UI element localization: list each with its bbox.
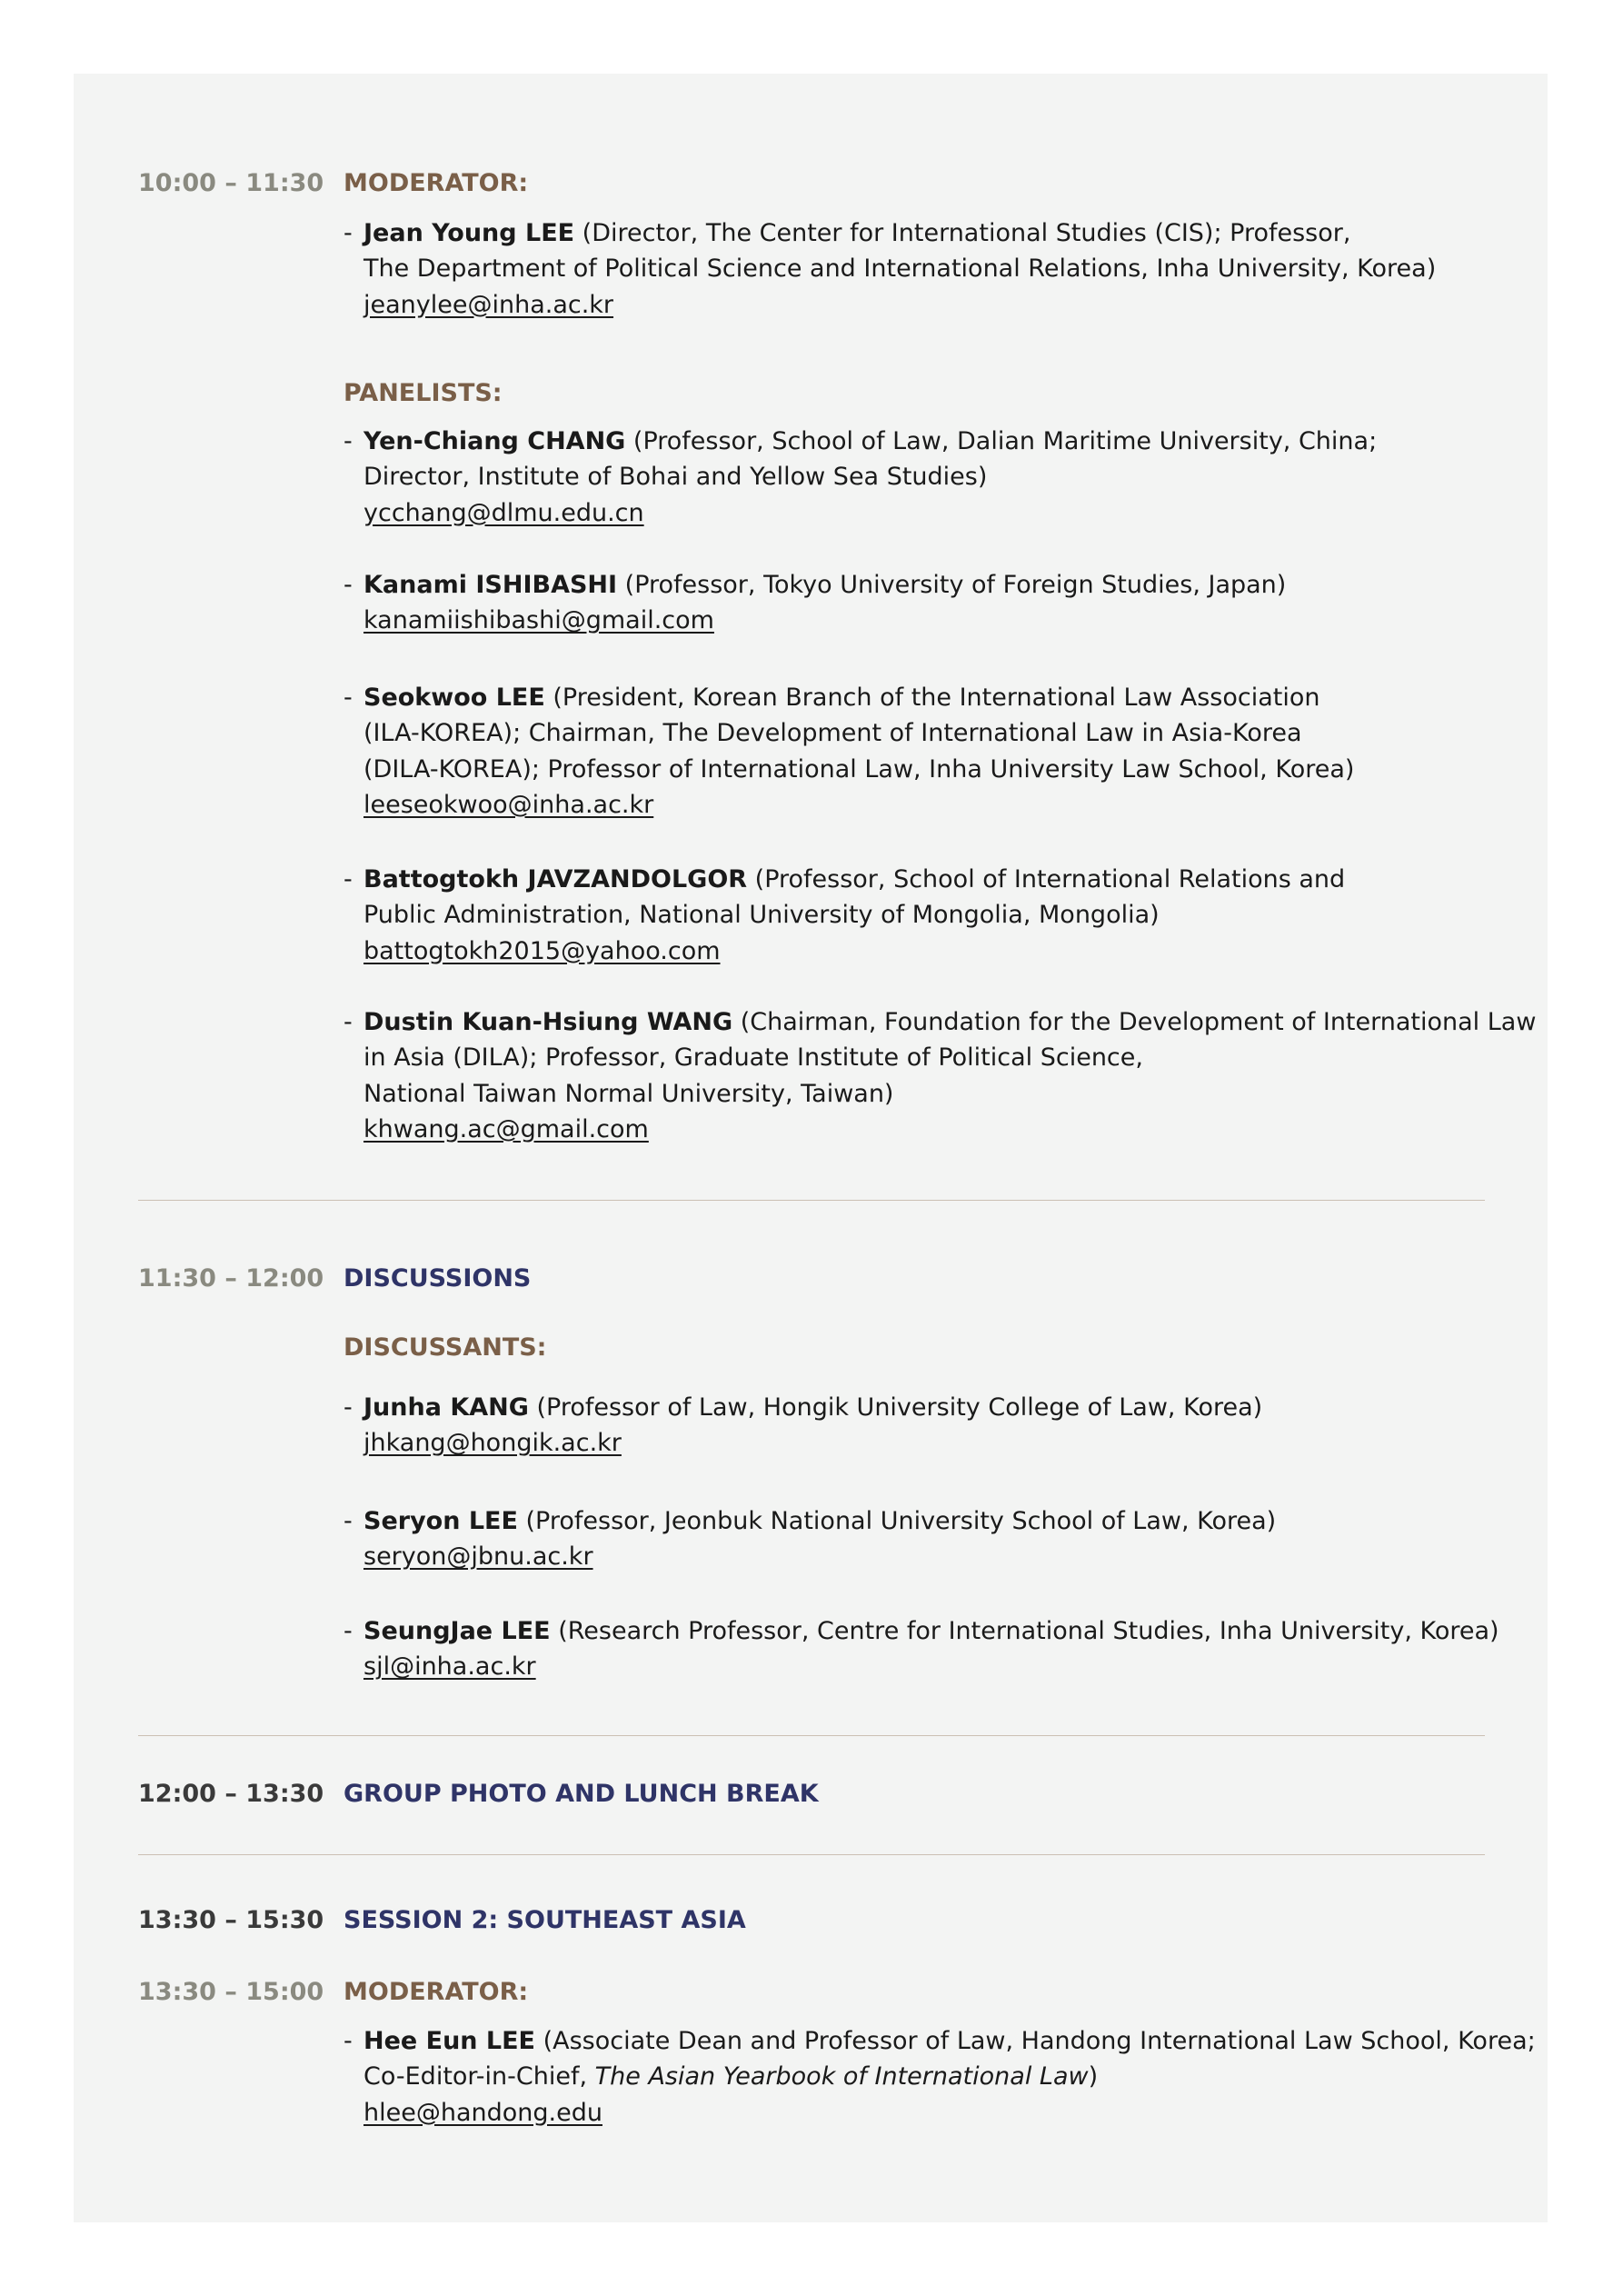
discussant-name: SeungJae LEE: [363, 1617, 551, 1645]
moderator-heading-2: MODERATOR:: [344, 1978, 529, 2006]
publication-title: The Asian Yearbook of International Law: [594, 2062, 1089, 2091]
email-link[interactable]: ycchang@dlmu.edu.cn: [363, 498, 644, 527]
moderator-entry-2: - Hee Eun LEE (Associate Dean and Professor of Law, Handong International Law School, Korea; Co-Editor-in-Chief, The Asian Yearbook of International Law) hlee@handong.edu: [344, 2027, 1536, 2127]
panelist-name: Yen-Chiang CHANG: [363, 427, 626, 455]
time-slot-1: 10:00 – 11:30: [138, 169, 324, 197]
moderator-name: Jean Young LEE: [363, 219, 575, 247]
panelist-entry: - Kanami ISHIBASHI (Professor, Tokyo University of Foreign Studies, Japan) kanamiishibashi@gmail.com: [344, 571, 1287, 635]
divider: [138, 1735, 1485, 1736]
time-slot-2: 11:30 – 12:00: [138, 1264, 324, 1293]
email-link[interactable]: battogtokh2015@yahoo.com: [363, 936, 721, 965]
divider: [138, 1854, 1485, 1855]
moderator-entry-1: - Jean Young LEE (Director, The Center for International Studies (CIS); Professor, The Department of Political Science and International Relations, Inha University, Korea) jeanylee@inha.ac.kr: [344, 219, 1437, 319]
email-link[interactable]: jhkang@hongik.ac.kr: [363, 1429, 622, 1458]
email-link[interactable]: hlee@handong.edu: [363, 2098, 602, 2127]
time-slot-4: 13:30 – 15:30: [138, 1906, 324, 1934]
agenda-panel: [74, 74, 1548, 2222]
discussant-entry: - Junha KANG (Professor of Law, Hongik University College of Law, Korea) jhkang@hongik.ac.kr: [344, 1393, 1263, 1458]
panelist-name: Kanami ISHIBASHI: [363, 571, 618, 599]
panelist-name: Seokwoo LEE: [363, 684, 545, 712]
moderator-name: Hee Eun LEE: [363, 2027, 535, 2055]
discussant-name: Junha KANG: [363, 1393, 529, 1422]
panelist-entry: - Yen-Chiang CHANG (Professor, School of Law, Dalian Maritime University, China; Director, Institute of Bohai and Yellow Sea Studies) ycchang@dlmu.edu.cn: [344, 427, 1378, 527]
panelist-name: Dustin Kuan-Hsiung WANG: [363, 1008, 733, 1036]
panelist-entry: - Battogtokh JAVZANDOLGOR (Professor, School of International Relations and Public Administration, National University of Mongolia, Mongolia) battogtokh2015@yahoo.com: [344, 865, 1346, 965]
moderator-heading-1: MODERATOR:: [344, 169, 529, 197]
panelists-heading: PANELISTS:: [344, 379, 503, 407]
email-link[interactable]: sjl@inha.ac.kr: [363, 1652, 536, 1682]
email-link[interactable]: leeseokwoo@inha.ac.kr: [363, 790, 654, 819]
time-slot-3: 12:00 – 13:30: [138, 1780, 324, 1808]
email-link[interactable]: khwang.ac@gmail.com: [363, 1114, 649, 1143]
divider: [138, 1200, 1485, 1201]
session-title-2: SESSION 2: SOUTHEAST ASIA: [344, 1906, 746, 1934]
panelist-entry: - Dustin Kuan-Hsiung WANG (Chairman, Foundation for the Development of International Law in Asia (DILA); Professor, Graduate Institute of Political Science, National Taiwan Normal University, Taiwan) khwang.ac@gmail.com: [344, 1008, 1537, 1143]
email-link[interactable]: seryon@jbnu.ac.kr: [363, 1542, 593, 1572]
email-link[interactable]: kanamiishibashi@gmail.com: [363, 606, 714, 635]
panelist-name: Battogtokh JAVZANDOLGOR: [363, 865, 748, 893]
discussant-entry: - SeungJae LEE (Research Professor, Centre for International Studies, Inha University, Korea) sjl@inha.ac.kr: [344, 1617, 1499, 1682]
time-slot-5: 13:30 – 15:00: [138, 1978, 324, 2006]
session-title-discussions: DISCUSSIONS: [344, 1264, 532, 1293]
discussants-heading: DISCUSSANTS:: [344, 1333, 547, 1362]
panelist-entry: - Seokwoo LEE (President, Korean Branch of the International Law Association (ILA-KOREA); Chairman, The Development of International Law in Asia-Korea (DILA-KOREA); Professor of International Law, Inha University Law School, Korea) leeseokwoo@inha.ac.kr: [344, 684, 1355, 819]
discussant-entry: - Seryon LEE (Professor, Jeonbuk National University School of Law, Korea) seryon@jbnu.ac.kr: [344, 1507, 1277, 1572]
discussant-name: Seryon LEE: [363, 1507, 518, 1535]
session-title-lunch: GROUP PHOTO AND LUNCH BREAK: [344, 1780, 819, 1808]
email-link[interactable]: jeanylee@inha.ac.kr: [363, 290, 614, 319]
